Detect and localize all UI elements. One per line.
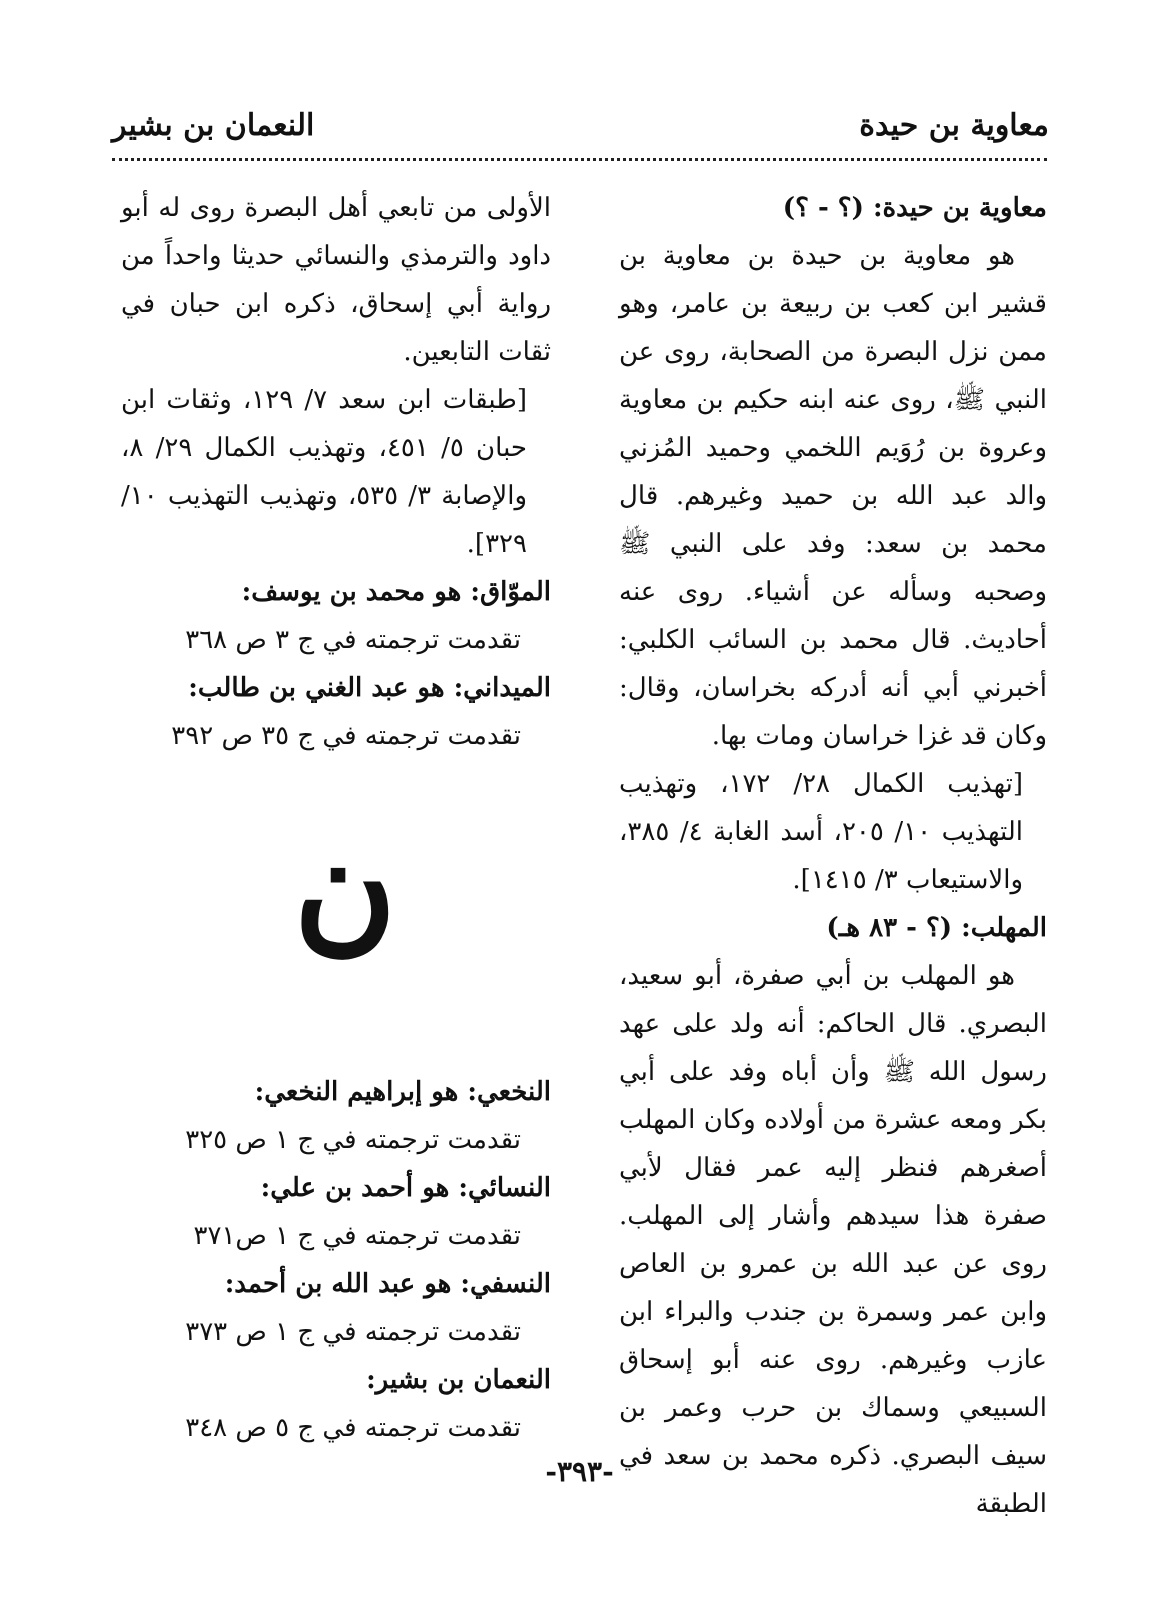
entry-xref-numan: تقدمت ترجمته في ج ٥ ص ٣٤٨: [185, 1413, 521, 1443]
entry-body-muawiya: هو معاوية بن حيدة بن معاوية بن قشير ابن كعب بن ربيعة بن عامر، وهو ممن نزل البصرة من الصحابة، روى عن النبي ﷺ، روى عنه ابنه حكيم بن معاوية وعروة بن رُوَيم اللخمي وحميد المُزني والد عبد الله بن حميد وغيرهم. قال محمد بن سعد: وفد على النبي ﷺ وصحبه وسأله عن أشياء. روى عنه أحاديث. قال محمد بن السائب الكلبي: أخبرني أبي أنه أدركه بخراسان، وقال: وكان قد غزا خراسان ومات بها.: [619, 241, 1047, 751]
entry-refs-muhallab: [طبقات ابن سعد ٧/ ١٢٩، وثقات ابن حبان ٥/ ٤٥١، وتهذيب الكمال ٢٩/ ٨، والإصابة ٣/ ٥٣٥، وتهذيب التهذيب ١٠/ ٣٢٩].: [121, 385, 528, 559]
right-column: [619, 184, 1047, 1528]
entry-xref-nasafi: تقدمت ترجمته في ج ١ ص ٣٧٣: [185, 1317, 521, 1347]
entry-body-muhallab: هو المهلب بن أبي صفرة، أبو سعيد، البصري. قال الحاكم: أنه ولد على عهد رسول الله ﷺ وأن أباه وفد على أبي بكر ومعه عشرة من أولاده وكان المهلب أصغرهم فنظر إليه عمر فقال لأبي صفرة هذا سيدهم وأشار إلى المهلب. روى عن عبد الله بن عمرو بن العاص وابن عمر وسمرة بن جندب والبراء ابن عازب وغيرهم. روى عنه أبو إسحاق السبيعي وسماك بن حرب وعمر بن سيف البصري. ذكره محمد بن سعد في الطبقة: [619, 961, 1047, 1519]
page-number: -٣٩٣-: [545, 1455, 614, 1488]
running-header-left: النعمان بن بشير: [112, 108, 315, 143]
entry-title-maydani: الميداني: هو عبد الغني بن طالب:: [188, 673, 551, 703]
entry-xref-maydani: تقدمت ترجمته في ج ٣٥ ص ٣٩٢: [171, 721, 521, 751]
entry-title-muhallab: المهلب: (؟ - ٨٣ هـ): [826, 913, 1047, 943]
entry-title-mawwaq: الموّاق: هو محمد بن يوسف:: [241, 577, 551, 607]
entry-title-nakhai: النخعي: هو إبراهيم النخعي:: [254, 1077, 551, 1107]
header-dotted-rule: [112, 158, 1047, 161]
entry-title-numan: النعمان بن بشير:: [366, 1365, 551, 1395]
section-letter-noon: ن: [293, 805, 397, 969]
entry-xref-mawwaq: تقدمت ترجمته في ج ٣ ص ٣٦٨: [185, 625, 521, 655]
entry-title-muawiya: معاوية بن حيدة: (؟ - ؟): [782, 193, 1047, 223]
running-header-right: معاوية بن حيدة: [859, 108, 1049, 143]
entry-continuation-muhallab: الأولى من تابعي أهل البصرة روى له أبو داود والترمذي والنسائي حديثا واحداً من رواية أبي إسحاق، ذكره ابن حبان في ثقات التابعين.: [121, 193, 551, 367]
entry-title-nasafi: النسفي: هو عبد الله بن أحمد:: [224, 1269, 551, 1299]
entry-xref-nasai: تقدمت ترجمته في ج ١ ص٣٧١: [193, 1221, 521, 1251]
entry-refs-muawiya: [تهذيب الكمال ٢٨/ ١٧٢، وتهذيب التهذيب ١٠/ ٢٠٥، أسد الغابة ٤/ ٣٨٥، والاستيعاب ٣/ ١٤١٥].: [619, 769, 1023, 895]
entry-title-nasai: النسائي: هو أحمد بن علي:: [260, 1173, 551, 1203]
entry-xref-nakhai: تقدمت ترجمته في ج ١ ص ٣٢٥: [185, 1125, 521, 1155]
